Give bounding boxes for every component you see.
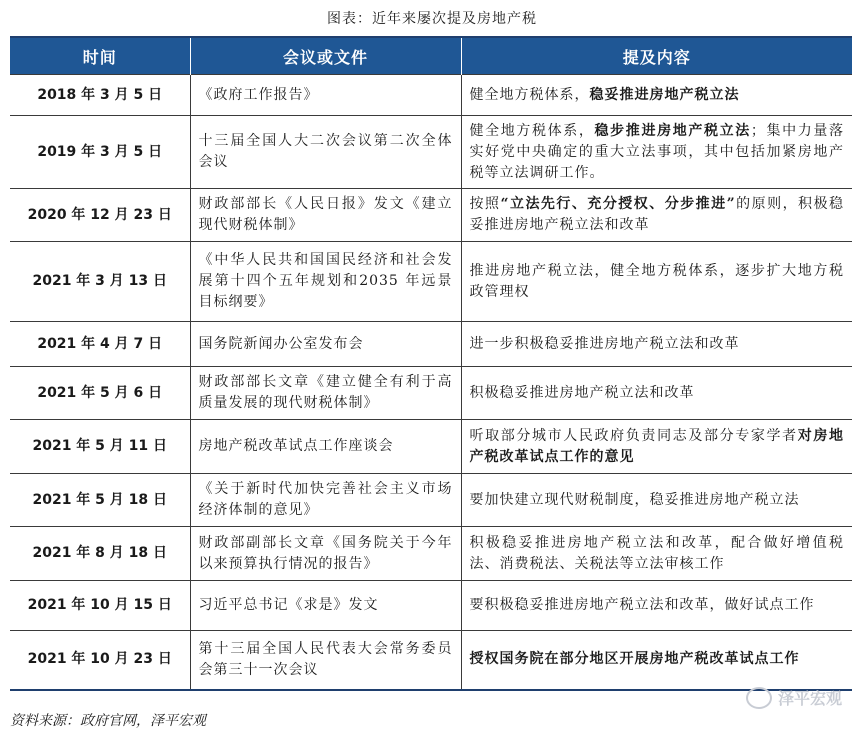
table-row bbox=[10, 420, 852, 474]
row-date: 2021 年 8 月 18 日 bbox=[10, 527, 190, 581]
row-meeting: 第十三届全国人民代表大会常务委员会第三十一次会议 bbox=[190, 631, 461, 690]
content-text: 听取部分城市人民政府负责同志及部分专家学者 bbox=[469, 427, 798, 444]
header-row bbox=[10, 37, 852, 75]
source-note: 资料来源：政府官网，泽平宏观 bbox=[10, 713, 206, 729]
row-meeting: 习近平总书记《求是》发文 bbox=[190, 581, 461, 631]
table-row bbox=[10, 631, 852, 690]
row-date: 2021 年 5 月 18 日 bbox=[10, 474, 190, 527]
content-text: 进一步积极稳妥推进房地产税立法和改革 bbox=[469, 335, 740, 352]
row-date: 2021 年 5 月 6 日 bbox=[10, 367, 190, 420]
content-text: 健全地方税体系， bbox=[469, 122, 595, 139]
row-content bbox=[461, 527, 852, 581]
row-content bbox=[461, 631, 852, 690]
row-meeting: 十三届全国人大二次会议第二次全体会议 bbox=[190, 116, 461, 189]
content-text: ；集中力量落实好党中央确定的重大立法事项，其中包括加紧房地产税等立法调研工作。 bbox=[469, 122, 845, 181]
content-text: 要加快建立现代财税制度，稳妥推进房地产税立法 bbox=[469, 491, 800, 508]
row-date: 2021 年 4 月 7 日 bbox=[10, 322, 190, 367]
content-emphasis: 授权国务院在部分地区开展房地产税改革试点工作 bbox=[469, 651, 800, 668]
watermark bbox=[746, 686, 842, 709]
row-date: 2021 年 3 月 13 日 bbox=[10, 242, 190, 322]
row-date: 2021 年 5 月 11 日 bbox=[10, 420, 190, 474]
table-body bbox=[10, 75, 852, 690]
wechat-icon bbox=[746, 687, 772, 709]
row-date: 2021 年 10 月 23 日 bbox=[10, 631, 190, 690]
content-text: 要积极稳妥推进房地产税立法和改革，做好试点工作 bbox=[469, 597, 815, 613]
header-content: 提及内容 bbox=[461, 37, 852, 75]
table-row bbox=[10, 474, 852, 527]
content-text: 健全地方税体系， bbox=[469, 86, 590, 103]
row-content bbox=[461, 420, 852, 474]
table-row bbox=[10, 527, 852, 581]
row-meeting: 财政部副部长文章《国务院关于今年以来预算执行情况的报告》 bbox=[190, 527, 461, 581]
content-emphasis: 稳步推进房地产税立法 bbox=[594, 122, 751, 139]
content-text: 积极稳妥推进房地产税立法和改革 bbox=[469, 384, 695, 401]
row-meeting: 房地产税改革试点工作座谈会 bbox=[190, 420, 461, 474]
row-meeting: 《政府工作报告》 bbox=[190, 75, 461, 116]
row-date: 2019 年 3 月 5 日 bbox=[10, 116, 190, 189]
row-content bbox=[461, 242, 852, 322]
content-emphasis: “立法先行、充分授权、分步推进” bbox=[500, 196, 736, 212]
row-meeting: 《关于新时代加快完善社会主义市场经济体制的意见》 bbox=[190, 474, 461, 527]
row-date: 2020 年 12 月 23 日 bbox=[10, 189, 190, 242]
table-title: 图表：近年来屡次提及房地产税 bbox=[327, 11, 537, 27]
table-row bbox=[10, 581, 852, 631]
content-emphasis: 稳妥推进房地产税立法 bbox=[589, 86, 740, 103]
row-meeting: 《中华人民共和国国民经济和社会发展第十四个五年规划和2035 年远景目标纲要》 bbox=[190, 242, 461, 322]
policy-table bbox=[10, 36, 852, 691]
content-emphasis: 对房地产税改革试点工作的意见 bbox=[469, 427, 845, 465]
table-row bbox=[10, 322, 852, 367]
row-date: 2021 年 10 月 15 日 bbox=[10, 581, 190, 631]
content-text: 积极稳妥推进房地产税立法和改革，配合做好增值税法、消费税法、关税法等立法审核工作 bbox=[469, 534, 844, 572]
table-row bbox=[10, 189, 852, 242]
table-row bbox=[10, 367, 852, 420]
header-meeting: 会议或文件 bbox=[190, 37, 461, 75]
header-date: 时间 bbox=[10, 37, 190, 75]
content-text: 按照 bbox=[469, 196, 501, 212]
row-content bbox=[461, 189, 852, 242]
row-meeting: 财政部部长文章《建立健全有利于高质量发展的现代财税体制》 bbox=[190, 367, 461, 420]
row-content bbox=[461, 116, 852, 189]
row-date: 2018 年 3 月 5 日 bbox=[10, 75, 190, 116]
watermark-text: 泽平宏观 bbox=[777, 689, 842, 708]
content-text: 的原则，积极稳妥推进房地产税立法和改革 bbox=[469, 196, 845, 233]
row-content bbox=[461, 474, 852, 527]
row-content bbox=[461, 322, 852, 367]
row-meeting: 国务院新闻办公室发布会 bbox=[190, 322, 461, 367]
content-text: 推进房地产税立法，健全地方税体系，逐步扩大地方税政管理权 bbox=[469, 262, 844, 300]
row-meeting: 财政部部长《人民日报》发文《建立现代财税体制》 bbox=[190, 189, 461, 242]
row-content bbox=[461, 75, 852, 116]
table-row bbox=[10, 116, 852, 189]
row-content bbox=[461, 367, 852, 420]
table-row bbox=[10, 242, 852, 322]
table-row bbox=[10, 75, 852, 116]
row-content bbox=[461, 581, 852, 631]
